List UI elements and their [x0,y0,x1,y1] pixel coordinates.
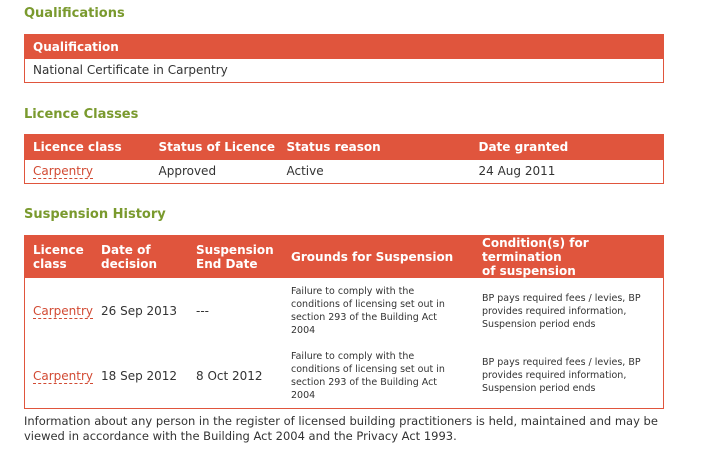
qualifications-title: Qualifications [24,6,125,21]
table-row [25,160,664,184]
suspension-class-link[interactable]: Carpentry [33,304,94,318]
suspension-history-title: Suspension History [24,207,166,222]
licence-class-link[interactable]: Carpentry [33,164,94,179]
suspension-decision-header: Date of decision [93,236,188,279]
privacy-note: Information about any person in the register of licensed building practitioners is held, maintained and may be viewed in accordance with the Building Act 2004 and the Privacy Act 1993. [24,414,658,443]
suspension-history-table [24,235,664,409]
table-row [25,278,664,344]
decision-date-cell: 18 Sep 2012 [101,368,178,383]
licence-class-header: Licence class [25,135,151,160]
table-row [25,344,664,408]
conditions-cell: BP pays required fees / levies, BP provides required information, Suspension period ends [482,292,641,330]
licence-classes-title: Licence Classes [24,107,139,122]
end-date-cell: 8 Oct 2012 [196,368,263,383]
qualification-header: Qualification [25,35,664,59]
grounds-header: Grounds for Suspension [283,236,474,279]
licence-status-cell: Approved [158,164,217,179]
date-granted-header: Date granted [471,135,664,160]
decision-date-cell: 26 Sep 2013 [101,304,178,318]
qualification-cell: National Certificate in Carpentry [33,63,228,78]
status-of-licence-header: Status of Licence [151,135,279,160]
status-reason-header: Status reason [279,135,471,160]
licence-reason-cell: Active [286,164,324,179]
grounds-cell: Failure to comply with the conditions of licensing set out in section 293 of the Building Act 2004 [291,286,445,336]
suspension-class-link[interactable]: Carpentry [33,368,94,383]
suspension-end-date-header: Suspension End Date [188,236,283,279]
suspension-class-header: Licence class [25,236,94,279]
conditions-header: Condition(s) for termination of suspension [474,236,663,279]
licence-date-cell: 24 Aug 2011 [478,164,556,179]
conditions-cell: BP pays required fees / levies, BP provides required information, Suspension period ends [482,357,641,395]
end-date-cell: --- [196,304,210,318]
grounds-cell: Failure to comply with the conditions of licensing set out in section 293 of the Building Act 2004 [291,350,445,401]
qualifications-table [24,34,664,83]
licence-classes-table [24,134,664,184]
